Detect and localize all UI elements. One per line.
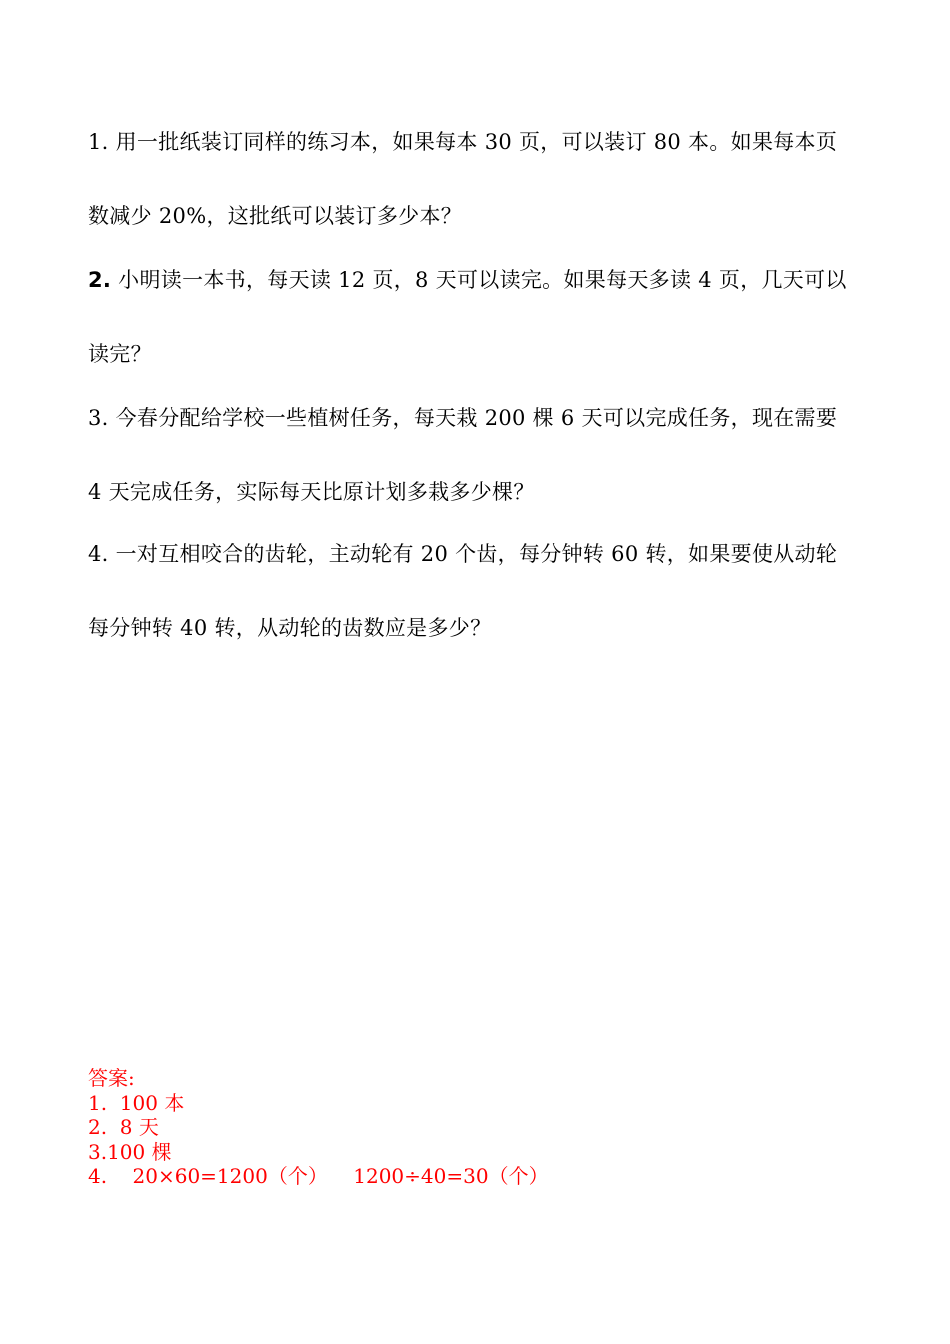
question-2-line-1 [88, 266, 847, 294]
question-1-line-1 [88, 128, 837, 156]
answers-heading: 答案: [88, 1066, 135, 1090]
question-3-number: 3. [88, 406, 109, 430]
question-3-text-line-1: 今春分配给学校一些植树任务，每天栽 200 棵 6 天可以完成任务，现在需要 [108, 406, 838, 430]
question-4-line-2: 每分钟转 40 转，从动轮的齿数应是多少？ [88, 616, 492, 640]
answer-item: 1. 100 本 [88, 1090, 185, 1115]
question-2-number: 2. [88, 268, 112, 292]
question-1-line-2: 数减少 20%，这批纸可以装订多少本？ [88, 204, 463, 228]
question-1-number: 1. [88, 130, 109, 154]
question-2-line-2: 读完？ [88, 342, 152, 366]
answers-section [88, 1066, 549, 1189]
question-4-text-line-1: 一对互相咬合的齿轮，主动轮有 20 个齿，每分钟转 60 转，如果要使从动轮 [108, 542, 838, 566]
question-3-line-1 [88, 404, 837, 432]
question-3-line-2: 4 天完成任务，实际每天比原计划多栽多少棵？ [88, 480, 535, 504]
answer-item: 4. 20×60=1200（个） 1200÷40=30（个） [88, 1164, 549, 1188]
question-4-number: 4. [88, 542, 109, 566]
question-4-line-1 [88, 540, 837, 568]
question-1-text-line-1: 用一批纸装订同样的练习本，如果每本 30 页，可以装订 80 本。如果每本页 [108, 130, 838, 154]
answer-item: 2. 8 天 [88, 1115, 159, 1139]
question-2-text-line-1: 小明读一本书，每天读 12 页，8 天可以读完。如果每天多读 4 页，几天可以 [111, 268, 847, 292]
answer-item: 3.100 棵 [88, 1139, 172, 1164]
